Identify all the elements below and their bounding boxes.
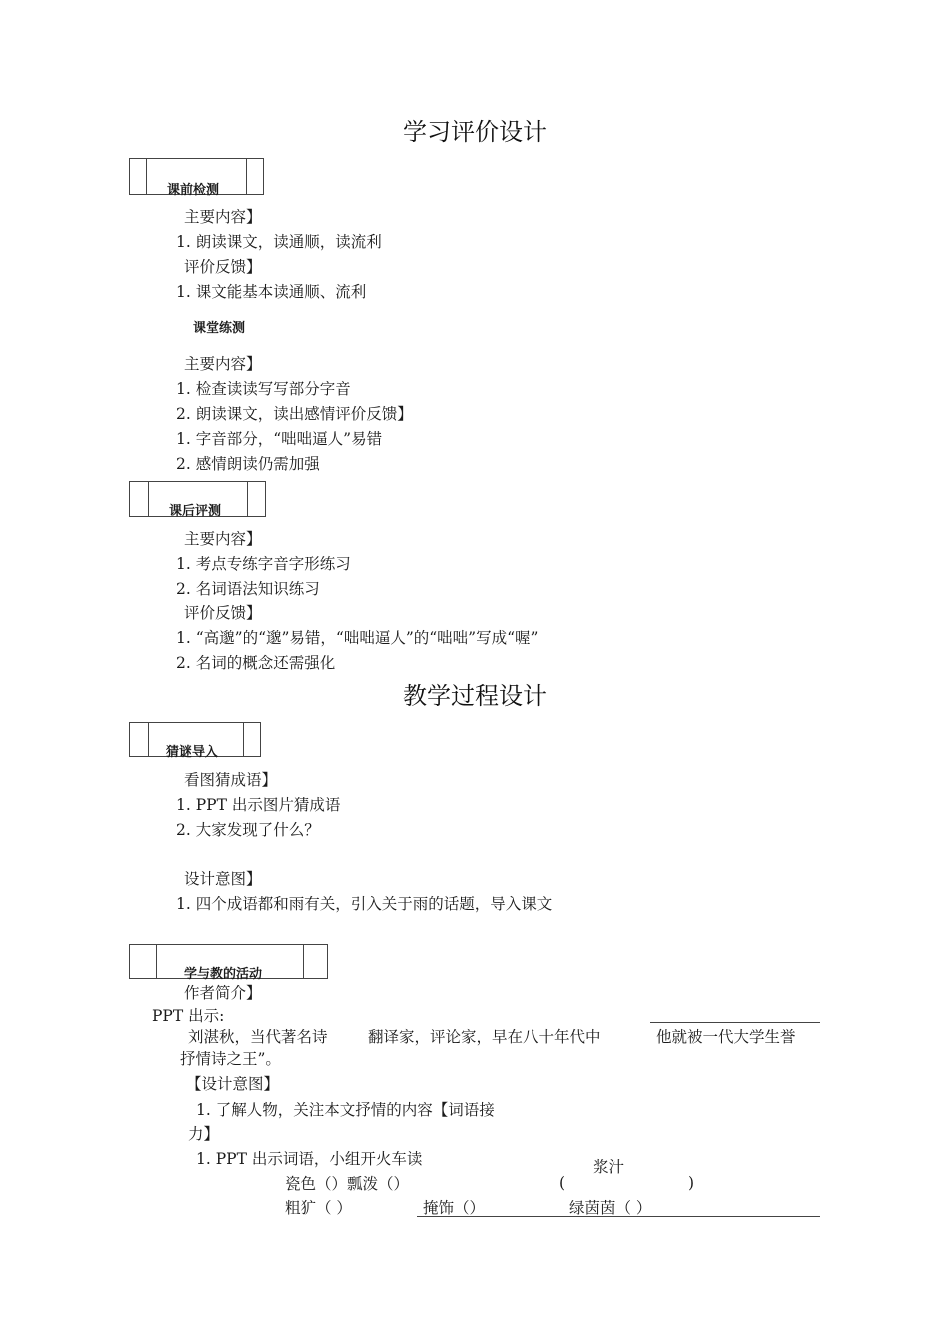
- list-item: 1. 四个成语都和雨有关，引入关于雨的话题，导入课文: [176, 895, 553, 913]
- underline-rule: [417, 1216, 820, 1217]
- feedback-label: 评价反馈】: [184, 604, 262, 622]
- content-label: 看图猜成语】: [184, 771, 278, 789]
- list-item: 2. 名词语法知识练习: [176, 580, 320, 598]
- list-item: 1. 课文能基本读通顺、流利: [176, 283, 367, 301]
- section-header-pre: 课前检测: [167, 183, 220, 198]
- list-item: 1. PPT 出示词语，小组开火车读: [196, 1150, 423, 1168]
- bio-text: 抒情诗之王”。: [180, 1050, 281, 1068]
- list-item: 1. PPT 出示图片猜成语: [176, 796, 341, 814]
- list-item: 2. 感情朗读仍需加强: [176, 455, 320, 473]
- process-title: 教学过程设计: [403, 682, 547, 710]
- list-item: 1. 字音部分，“咄咄逼人”易错: [176, 430, 383, 448]
- list-item: 2. 朗读课文，读出感情评价反馈】: [176, 405, 413, 423]
- section-header-riddle: 猜谜导入: [166, 745, 219, 760]
- ppt-label: PPT 出示:: [152, 1007, 225, 1025]
- content-label: 主要内容】: [184, 208, 262, 226]
- underline-rule: [650, 1022, 820, 1023]
- content-label: 主要内容】: [184, 530, 262, 548]
- list-item-cont: 力】: [188, 1125, 220, 1143]
- list-item: 1. 了解人物，关注本文抒情的内容【词语接: [196, 1101, 495, 1119]
- bio-text: 翻译家，评论家，早在八十年代中: [368, 1028, 601, 1046]
- bio-text: 刘湛秋，当代著名诗: [188, 1028, 328, 1046]
- bio-text: 他就被一代大学生誉: [656, 1028, 796, 1046]
- paren-close: ): [688, 1174, 695, 1192]
- section-header-activity: 学与教的活动: [184, 967, 263, 982]
- intent-label: 【设计意图】: [186, 1075, 280, 1093]
- word-entry: 掩饰（）: [423, 1199, 486, 1217]
- word-entry: 绿茵茵（ ）: [569, 1199, 652, 1217]
- section-header-post: 课后评测: [169, 504, 222, 519]
- paren-open: (: [559, 1174, 566, 1192]
- word-entry: 瓷色（）瓢泼（）: [285, 1175, 410, 1193]
- eval-title: 学习评价设计: [403, 118, 547, 146]
- list-item: 1. 检查读读写写部分字音: [176, 380, 351, 398]
- word-entry: 浆汁: [593, 1158, 625, 1176]
- content-label: 主要内容】: [184, 355, 262, 373]
- section-header-class: 课堂练测: [193, 321, 246, 336]
- word-entry: 粗犷（ ）: [285, 1199, 352, 1217]
- list-item: 1. “高邈”的“邈”易错，“咄咄逼人”的“咄咄”写成“喔”: [176, 629, 539, 647]
- list-item: 2. 大家发现了什么？: [176, 821, 320, 839]
- list-item: 2. 名词的概念还需强化: [176, 654, 336, 672]
- author-label: 作者简介】: [184, 984, 262, 1002]
- feedback-label: 评价反馈】: [184, 258, 262, 276]
- list-item: 1. 朗读课文，读通顺，读流利: [176, 233, 382, 251]
- intent-label: 设计意图】: [184, 870, 262, 888]
- list-item: 1. 考点专练字音字形练习: [176, 555, 351, 573]
